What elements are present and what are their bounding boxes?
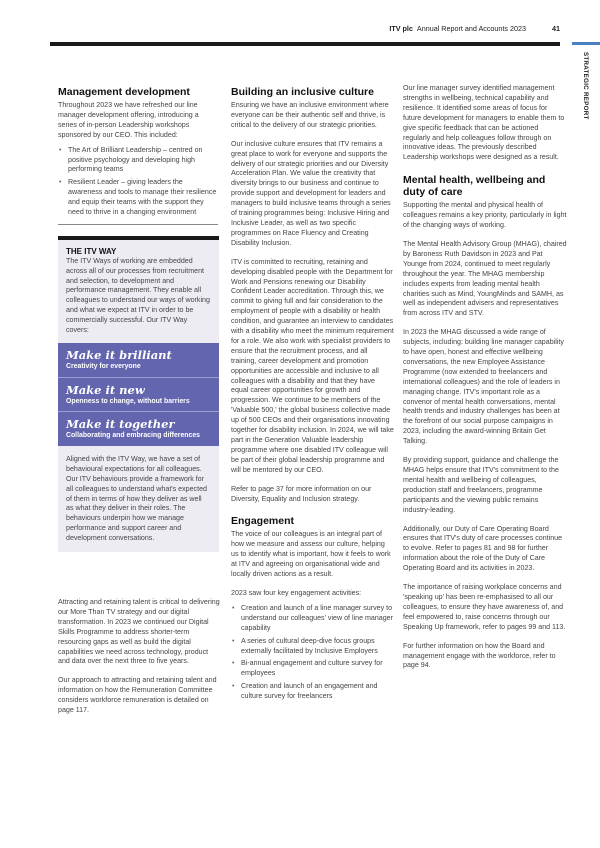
column-talent [58,598,220,725]
paragraph: The importance of raising workplace concerns and 'speaking up' has been re-emphasised to all our colleagues, to ensure they have awareness of, and feel empowered to, raise concerns through our Speaking Up framework, refer to pages 99 and 113. [403,583,566,631]
list-item: • The Art of Brilliant Leadership – centred on positive psychology and developing high performing teams [58,146,218,176]
engagement-activities-list [231,604,394,702]
list-item: • Creation and launch of a line manager survey to understand our colleagues' view of line manager capability [231,604,394,634]
value-make-it-new [58,378,219,413]
itv-way-panel [58,236,219,552]
paragraph: Attracting and retaining talent is critical to delivering our More Than TV strategy and our digital transformation. In 2023 we continued our Digital Skills Programme to address shorter-term resourcing gaps as well as build the digital capabilities we need across technology, product and data over the next three to five years. [58,598,220,666]
page-header [389,24,560,33]
header-rule [50,42,560,46]
value-make-it-brilliant [58,343,219,378]
value-subtitle: Creativity for everyone [66,363,141,371]
divider [58,224,218,225]
list-item: • Creation and launch of an engagement and culture survey for freelancers [231,682,394,702]
list-item: • A series of cultural deep-dive focus groups externally facilitated by Inclusive Employers [231,637,394,657]
paragraph: Throughout 2023 we have refreshed our line manager development offering, introducing a series of in-person Leadership workshops sponsored by our CEO. This included: [58,101,199,139]
value-title: Make it brilliant [66,348,172,363]
list-item: • Resilient Leader – giving leaders the awareness and tools to manage their resilience and equip their teams with the support they need to thrive in a changing environment [58,178,218,218]
heading-inclusive-culture: Building an inclusive culture [231,86,374,98]
report-title: Annual Report and Accounts 2023 [416,24,526,33]
value-subtitle: Collaborating and embracing differences [66,432,201,440]
paragraph: By providing support, guidance and challenge the MHAG helps ensure that ITV's commitment to the mental health and wellbeing of colleagues, production staff and freelancers, programme participants and the viewing public remains industry-leading. [403,456,559,514]
value-title: Make it together [66,417,175,432]
section-label: STRATEGIC REPORT [582,52,589,120]
paragraph: Additionally, our Duty of Care Operating Board ensures that ITV's duty of care processes continue to evolve. Refer to pages 81 and 98 for further information about the role of the Duty of Care Operating Board and its activities in 2023. [403,524,563,573]
itv-way-outro: Aligned with the ITV Way, we have a set of behavioural expectations for all colleagues. Our ITV behaviours provide a framework for all colleagues to understand what's expected of them in terms of how they deliver as well as what they deliver in their roles. The behaviours underpin how we manage performance and support career and development conversations. [66,454,207,543]
paragraph: Ensuring we have an inclusive environment where everyone can be their authentic self and thrive, is critical to the delivery of our strategic priorities. [231,101,389,129]
heading-engagement: Engagement [231,515,295,528]
value-make-it-together [58,412,219,446]
paragraph: For further information on how the Board and management engage with the workforce, refer to page 94. [403,641,556,670]
paragraph: The Mental Health Advisory Group (MHAG), chaired by Baroness Ruth Davidson in 2023 and Pat Younge from 2024, continued to meet regularly throughout the year. The MHAG membership includes experts from leading mental health charities such as Mind, YoungMinds and SAMH, as well as independent advisers and representatives from across ITV and STV. [403,239,567,318]
value-subtitle: Openness to change, without barriers [66,397,190,405]
itv-way-intro [58,240,219,343]
leadership-workshops-list [58,146,218,218]
column-inclusive-culture [231,86,394,705]
heading-mental-health: Mental health, wellbeing and duty of care [403,174,546,199]
heading-management-development: Management development [58,86,190,98]
paragraph: Supporting the mental and physical health of colleagues remains a key priority, particularly in light of the changing ways of working. [403,201,567,230]
column-management-development [58,86,218,225]
paragraph: Our inclusive culture ensures that ITV remains a great place to work for everyone and supports the delivery of our strategic priorities and our Diversity Acceleration Plan. We value the creativity that diversity brings to our business and continue to provide support and development for leaders and managers to build inclusive teams through a series of training programmes being: Inclusive Hiring and Inclusive Leader, as well as two specific programmes on Race Fluency and Creating Disability Inclusion. [231,139,391,247]
paragraph: Our line manager survey identified management strengths in wellbeing, technical capability and resilience. It identified some areas of focus for future development for managers to enable them to give specific feedback that can be actioned regularly and help colleagues follow through on innovative ideas. The previously described Leadership workshops were designed as a result. [403,84,565,162]
paragraph: Our approach to attracting and retaining talent and information on how the Remuneration Committee considers workforce remuneration is detailed on page 117. [58,676,217,715]
paragraph: In 2023 the MHAG discussed a wide range of subjects, including: building line manager capability to have open, honest and effective wellbeing conversations, the new Employee Assistance Programme (now extended to freelancers and international colleagues) and the role of leaders in managing change. ITV's important role as a convenor of mental health conversations, mental health trends and industry challenges has been at the forefront of our social purpose campaigns in 2023, including the award-winning Britain Get Talking. [403,328,564,446]
paragraph: ITV is committed to recruiting, retaining and developing disabled people with the Department for Work and Pensions renewing our Disability Confident Leader accreditation. Through this, we commit to giving full and fair consideration to the employment of people with a disability or health condition, and guarantee an interview to candidates with a disability who meet the minimum requirement for a role. We also work with specialist providers to ensure that the recruitment process, and all training, career development and promotion opportunities are accessible and inclusive to all colleagues with a disability and that they have equal career opportunities for growth and progression. We continue to be members of the 'Valuable 500,' the global business collective made up of 500 CEOs and their organisations innovating together for disability inclusion. In 2024, we will take part in the Generation Valuable leadership programme where one disabled ITV colleague will be part of their global leadership programme and will be mentored by our CEO. [231,257,394,474]
company-name: ITV plc [389,24,413,33]
value-title: Make it new [66,382,145,397]
paragraph: The voice of our colleagues is an integral part of how we measure and assess our culture, helping us to identify what is important, how it feels to work at ITV and agreeing on organisational wide and locally driven actions as a result. [231,530,391,579]
page-number: 41 [552,24,560,33]
section-tab[interactable] [572,42,600,45]
column-mental-health [403,84,567,680]
paragraph: 2023 saw four key engagement activities: [231,588,362,597]
itv-way-title: THE ITV WAY [66,247,117,256]
paragraph: Refer to page 37 for more information on our Diversity, Equality and Inclusion strategy. [231,484,372,503]
paragraph: The ITV Ways of working are embedded across all of our processes from recruitment and selection, to development and performance management. They enable all colleagues to understand our ways of working and what we expect at ITV in order to be commercially successful. Our ITV Way covers: [66,257,210,334]
list-item: • Bi-annual engagement and culture survey for employees [231,659,394,679]
